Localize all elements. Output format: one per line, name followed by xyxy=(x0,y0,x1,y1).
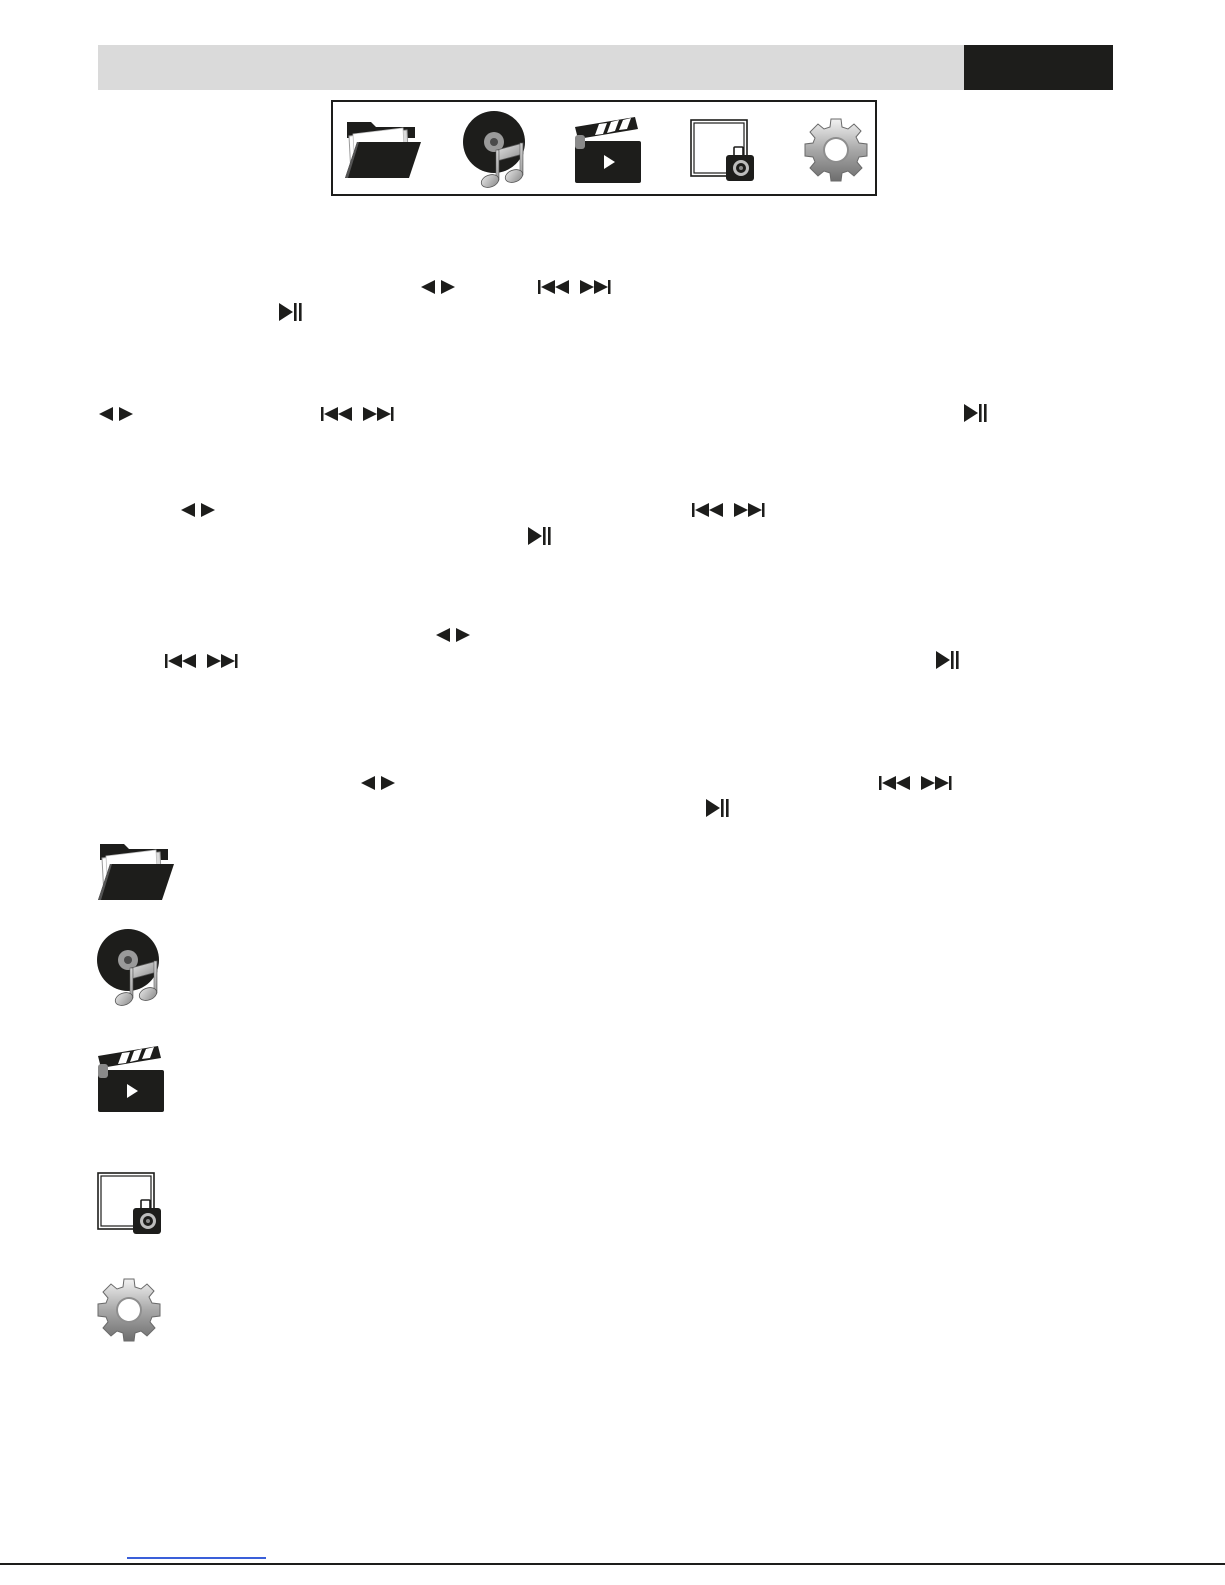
footer-link-underline[interactable] xyxy=(127,1557,266,1559)
left-right-arrows-icon xyxy=(434,627,472,643)
header-bar xyxy=(98,45,964,90)
play-pause-icon xyxy=(964,404,988,422)
prev-next-track-icon xyxy=(538,279,614,295)
music-disc-icon xyxy=(97,928,161,1008)
folder-icon[interactable] xyxy=(343,116,423,182)
footer-rule xyxy=(0,1563,1225,1565)
prev-next-track-icon xyxy=(165,653,241,669)
play-pause-icon xyxy=(528,527,552,545)
left-right-arrows-icon xyxy=(97,406,135,422)
play-pause-icon xyxy=(706,799,730,817)
photo-camera-icon[interactable] xyxy=(690,119,756,183)
left-right-arrows-icon xyxy=(359,775,397,791)
photo-camera-icon xyxy=(97,1172,163,1236)
prev-next-track-icon xyxy=(321,406,397,422)
prev-next-track-icon xyxy=(879,775,955,791)
prev-next-track-icon xyxy=(692,502,768,518)
music-disc-icon[interactable] xyxy=(463,110,527,190)
left-right-arrows-icon xyxy=(419,279,457,295)
gear-icon xyxy=(97,1278,161,1342)
play-pause-icon xyxy=(936,651,960,669)
clapperboard-icon[interactable] xyxy=(573,117,643,183)
section-tab xyxy=(964,45,1113,90)
left-right-arrows-icon xyxy=(179,502,217,518)
main-menu-bar xyxy=(331,100,877,196)
clapperboard-icon xyxy=(96,1046,166,1112)
gear-icon[interactable] xyxy=(804,118,868,182)
folder-icon xyxy=(96,838,176,904)
play-pause-icon xyxy=(279,303,303,321)
